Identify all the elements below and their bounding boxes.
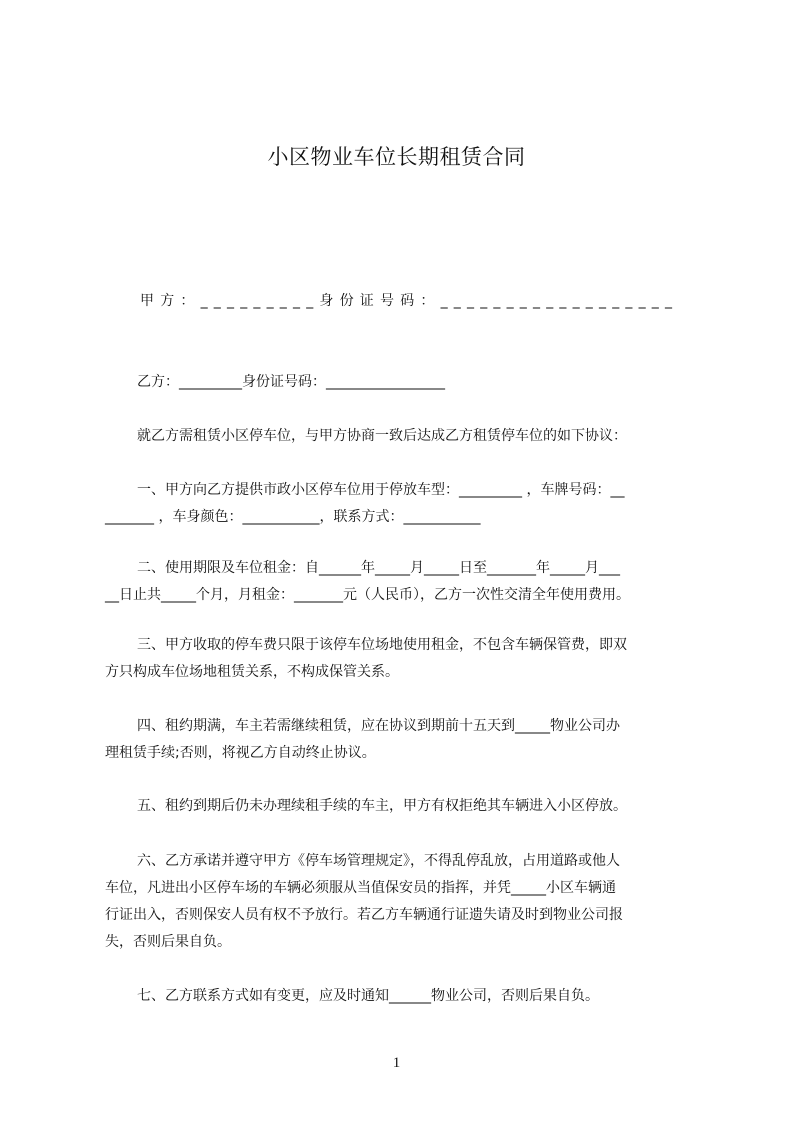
clause-3-line-2: 方只构成车位场地租赁关系，不构成保管关系。 <box>105 664 399 680</box>
document-title: 小区物业车位长期租赁合同 <box>267 145 526 169</box>
party-a-line: 甲方：_________身份证号码：__________________ <box>140 293 679 309</box>
clause-1-line-2: _______ ，车身颜色：___________，联系方式：___________ <box>105 509 481 525</box>
preamble-paragraph: 就乙方需租赁小区停车位，与甲方协商一致后达成乙方租赁停车位的如下协议： <box>137 428 627 444</box>
clause-6-line-4: 失，否则后果自负。 <box>105 934 231 950</box>
clause-2-line-1: 二、使用期限及车位租金：自______年_____月_____日至_______年_____月___ <box>137 560 620 576</box>
clause-5-paragraph: 五、租约到期后仍未办理续租手续的车主，甲方有权拒绝其车辆进入小区停放。 <box>137 798 627 814</box>
clause-6-line-2: 车位，凡进出小区停车场的车辆必须服从当值保安员的指挥，并凭_____小区车辆通 <box>105 880 616 896</box>
clause-1-line-1: 一、甲方向乙方提供市政小区停车位用于停放车型：_________ ，车牌号码：__ <box>137 482 625 498</box>
clause-4-line-2: 理租赁手续;否则，将视乙方自动终止协议。 <box>105 745 376 761</box>
clause-2-line-2: __日止共_____个月，月租金：_______元（人民币），乙方一次性交清全年使用费用。 <box>105 587 630 603</box>
page-number: 1 <box>392 1055 401 1071</box>
clause-6-line-1: 六、乙方承诺并遵守甲方《停车场管理规定》，不得乱停乱放，占用道路或他人 <box>137 853 620 869</box>
clause-7-paragraph: 七、乙方联系方式如有变更，应及时通知______物业公司，否则后果自负。 <box>137 988 599 1004</box>
clause-6-line-3: 行证出入，否则保安人员有权不予放行。若乙方车辆通行证遗失请及时到物业公司报 <box>105 907 623 923</box>
party-b-line: 乙方：_________身份证号码：_________________ <box>137 374 445 390</box>
clause-3-line-1: 三、甲方收取的停车费只限于该停车位场地使用租金，不包含车辆保管费，即双 <box>137 637 627 653</box>
clause-4-line-1: 四、租约期满，车主若需继续租赁，应在协议到期前十五天到_____物业公司办 <box>137 718 620 734</box>
